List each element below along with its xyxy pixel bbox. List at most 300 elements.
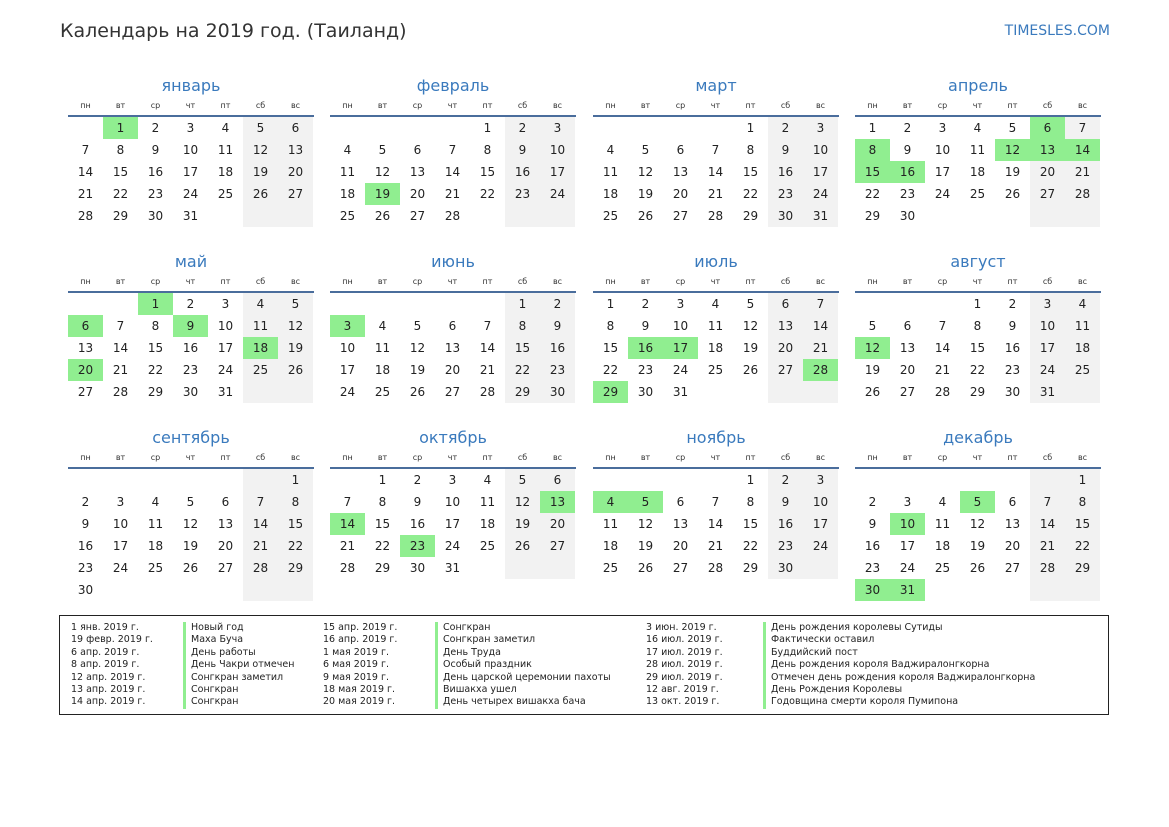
day-cell[interactable]: 13 <box>899 341 916 355</box>
day-cell[interactable]: 19 <box>243 161 278 183</box>
day-cell[interactable]: 10 <box>217 319 234 333</box>
day-cell[interactable]: 18 <box>934 539 951 553</box>
day-cell[interactable]: 21 <box>77 187 94 201</box>
day-cell[interactable]: 19 <box>637 539 654 553</box>
day-cell[interactable]: 8 <box>151 319 160 333</box>
day-cell[interactable]: 15 <box>969 341 986 355</box>
day-cell[interactable]: 14 <box>707 517 724 531</box>
day-cell[interactable]: 17 <box>803 513 838 535</box>
day-cell[interactable]: 11 <box>602 165 619 179</box>
day-cell[interactable]: 23 <box>768 535 803 557</box>
day-cell[interactable]: 3 <box>186 121 195 135</box>
day-cell[interactable]: 22 <box>147 363 164 377</box>
day-cell[interactable]: 30 <box>1004 385 1021 399</box>
day-cell[interactable]: 25 <box>479 539 496 553</box>
day-cell[interactable]: 24 <box>540 183 575 205</box>
day-cell[interactable]: 12 <box>969 517 986 531</box>
day-cell[interactable]: 2 <box>505 117 540 139</box>
day-cell[interactable]: 17 <box>803 161 838 183</box>
day-cell[interactable]: 21 <box>1065 161 1100 183</box>
day-cell[interactable]: 26 <box>1004 187 1021 201</box>
day-cell[interactable]: 18 <box>479 517 496 531</box>
day-cell[interactable]: 9 <box>1008 319 1017 333</box>
day-cell[interactable]: 28 <box>77 209 94 223</box>
day-cell[interactable]: 26 <box>278 359 313 381</box>
day-cell[interactable]: 22 <box>112 187 129 201</box>
day-cell[interactable]: 19 <box>505 513 540 535</box>
day-cell[interactable]: 23 <box>505 183 540 205</box>
day-cell[interactable]: 7 <box>81 143 90 157</box>
day-cell[interactable]: 22 <box>505 359 540 381</box>
day-cell[interactable]: 13 <box>768 315 803 337</box>
day-cell[interactable]: 10 <box>182 143 199 157</box>
day-cell[interactable]: 28 <box>1030 557 1065 579</box>
day-cell[interactable]: 25 <box>243 359 278 381</box>
day-cell[interactable]: 5 <box>413 319 422 333</box>
day-cell[interactable]: 25 <box>147 561 164 575</box>
day-cell[interactable]: 29 <box>742 209 759 223</box>
day-cell[interactable]: 4 <box>343 143 352 157</box>
day-cell[interactable]: 18 <box>1065 337 1100 359</box>
day-cell[interactable]: 29 <box>969 385 986 399</box>
day-cell[interactable]: 19 <box>278 337 313 359</box>
day-cell[interactable]: 1 <box>606 297 615 311</box>
day-cell[interactable]: 21 <box>479 363 496 377</box>
day-cell[interactable]: 6 <box>278 117 313 139</box>
day-cell[interactable]: 13 <box>672 517 689 531</box>
day-cell[interactable]: 2 <box>1008 297 1017 311</box>
day-cell[interactable]: 28 <box>444 209 461 223</box>
day-cell[interactable]: 16 <box>505 161 540 183</box>
day-cell[interactable]: 24 <box>934 187 951 201</box>
day-cell[interactable]: 3 <box>540 117 575 139</box>
day-cell[interactable]: 26 <box>505 535 540 557</box>
day-cell[interactable]: 7 <box>1065 117 1100 139</box>
day-cell[interactable]: 2 <box>868 495 877 509</box>
day-cell[interactable]: 10 <box>339 341 356 355</box>
day-cell[interactable]: 27 <box>217 561 234 575</box>
day-cell[interactable]: 12 <box>374 165 391 179</box>
day-cell[interactable]: 25 <box>374 385 391 399</box>
day-cell[interactable]: 6 <box>1030 117 1065 139</box>
day-cell[interactable]: 23 <box>1004 363 1021 377</box>
day-cell[interactable]: 9 <box>903 143 912 157</box>
day-cell[interactable]: 5 <box>628 491 663 513</box>
day-cell[interactable]: 14 <box>1065 139 1100 161</box>
day-cell[interactable]: 11 <box>602 517 619 531</box>
day-cell[interactable]: 12 <box>278 315 313 337</box>
day-cell[interactable]: 4 <box>483 473 492 487</box>
day-cell[interactable]: 20 <box>409 187 426 201</box>
day-cell[interactable]: 3 <box>938 121 947 135</box>
day-cell[interactable]: 1 <box>505 293 540 315</box>
day-cell[interactable]: 19 <box>742 341 759 355</box>
day-cell[interactable]: 23 <box>182 363 199 377</box>
day-cell[interactable]: 10 <box>672 319 689 333</box>
day-cell[interactable]: 25 <box>602 561 619 575</box>
day-cell[interactable]: 18 <box>374 363 391 377</box>
day-cell[interactable]: 10 <box>934 143 951 157</box>
day-cell[interactable]: 9 <box>868 517 877 531</box>
day-cell[interactable]: 19 <box>864 363 881 377</box>
day-cell[interactable]: 5 <box>641 143 650 157</box>
day-cell[interactable]: 24 <box>899 561 916 575</box>
day-cell[interactable]: 8 <box>606 319 615 333</box>
day-cell[interactable]: 17 <box>217 341 234 355</box>
day-cell[interactable]: 15 <box>742 517 759 531</box>
day-cell[interactable]: 11 <box>479 495 496 509</box>
day-cell[interactable]: 1 <box>278 469 313 491</box>
day-cell[interactable]: 28 <box>803 359 838 381</box>
day-cell[interactable]: 24 <box>803 535 838 557</box>
day-cell[interactable]: 29 <box>1065 557 1100 579</box>
day-cell[interactable]: 14 <box>77 165 94 179</box>
day-cell[interactable]: 22 <box>864 187 881 201</box>
day-cell[interactable]: 20 <box>540 513 575 535</box>
day-cell[interactable]: 15 <box>742 165 759 179</box>
day-cell[interactable]: 17 <box>540 161 575 183</box>
day-cell[interactable]: 23 <box>637 363 654 377</box>
day-cell[interactable]: 7 <box>711 495 720 509</box>
day-cell[interactable]: 18 <box>147 539 164 553</box>
day-cell[interactable]: 5 <box>243 117 278 139</box>
day-cell[interactable]: 25 <box>217 187 234 201</box>
day-cell[interactable]: 21 <box>803 337 838 359</box>
day-cell[interactable]: 27 <box>768 359 803 381</box>
day-cell[interactable]: 5 <box>1008 121 1017 135</box>
day-cell[interactable]: 18 <box>969 165 986 179</box>
day-cell[interactable]: 28 <box>1065 183 1100 205</box>
day-cell[interactable]: 8 <box>278 491 313 513</box>
day-cell[interactable]: 9 <box>81 517 90 531</box>
day-cell[interactable]: 8 <box>855 139 890 161</box>
day-cell[interactable]: 16 <box>1004 341 1021 355</box>
day-cell[interactable]: 27 <box>1030 183 1065 205</box>
day-cell[interactable]: 29 <box>147 385 164 399</box>
day-cell[interactable]: 24 <box>672 363 689 377</box>
day-cell[interactable]: 11 <box>969 143 986 157</box>
day-cell[interactable]: 25 <box>1065 359 1100 381</box>
day-cell[interactable]: 15 <box>374 517 391 531</box>
day-cell[interactable]: 23 <box>899 187 916 201</box>
day-cell[interactable]: 3 <box>448 473 457 487</box>
day-cell[interactable]: 15 <box>602 341 619 355</box>
day-cell[interactable]: 6 <box>676 143 685 157</box>
day-cell[interactable]: 22 <box>479 187 496 201</box>
day-cell[interactable]: 28 <box>934 385 951 399</box>
day-cell[interactable]: 31 <box>803 205 838 227</box>
day-cell[interactable]: 20 <box>444 363 461 377</box>
day-cell[interactable]: 31 <box>217 385 234 399</box>
day-cell[interactable]: 7 <box>243 491 278 513</box>
day-cell[interactable]: 20 <box>1004 539 1021 553</box>
day-cell[interactable]: 5 <box>378 143 387 157</box>
day-cell[interactable]: 23 <box>864 561 881 575</box>
day-cell[interactable]: 4 <box>1065 293 1100 315</box>
day-cell[interactable]: 29 <box>505 381 540 403</box>
day-cell[interactable]: 19 <box>637 187 654 201</box>
day-cell[interactable]: 26 <box>182 561 199 575</box>
day-cell[interactable]: 15 <box>1065 513 1100 535</box>
day-cell[interactable]: 2 <box>81 495 90 509</box>
day-cell[interactable]: 12 <box>505 491 540 513</box>
day-cell[interactable]: 8 <box>746 143 755 157</box>
day-cell[interactable]: 18 <box>602 187 619 201</box>
day-cell[interactable]: 1 <box>868 121 877 135</box>
day-cell[interactable]: 17 <box>444 517 461 531</box>
day-cell[interactable]: 5 <box>278 293 313 315</box>
day-cell[interactable]: 29 <box>112 209 129 223</box>
day-cell[interactable]: 27 <box>77 385 94 399</box>
day-cell[interactable]: 18 <box>707 341 724 355</box>
day-cell[interactable]: 12 <box>182 517 199 531</box>
day-cell[interactable]: 5 <box>505 469 540 491</box>
day-cell[interactable]: 29 <box>742 561 759 575</box>
day-cell[interactable]: 1 <box>378 473 387 487</box>
day-cell[interactable]: 3 <box>803 117 838 139</box>
day-cell[interactable]: 29 <box>593 381 628 403</box>
day-cell[interactable]: 22 <box>374 539 391 553</box>
day-cell[interactable]: 14 <box>112 341 129 355</box>
day-cell[interactable]: 4 <box>151 495 160 509</box>
day-cell[interactable]: 21 <box>339 539 356 553</box>
day-cell[interactable]: 24 <box>1030 359 1065 381</box>
day-cell[interactable]: 13 <box>278 139 313 161</box>
day-cell[interactable]: 2 <box>903 121 912 135</box>
day-cell[interactable]: 9 <box>540 315 575 337</box>
day-cell[interactable]: 14 <box>243 513 278 535</box>
day-cell[interactable]: 10 <box>1030 315 1065 337</box>
day-cell[interactable]: 11 <box>1065 315 1100 337</box>
day-cell[interactable]: 17 <box>112 539 129 553</box>
day-cell[interactable]: 20 <box>899 363 916 377</box>
day-cell[interactable]: 1 <box>746 121 755 135</box>
day-cell[interactable]: 15 <box>147 341 164 355</box>
day-cell[interactable]: 14 <box>330 513 365 535</box>
day-cell[interactable]: 26 <box>243 183 278 205</box>
day-cell[interactable]: 17 <box>899 539 916 553</box>
day-cell[interactable]: 27 <box>278 183 313 205</box>
day-cell[interactable]: 16 <box>864 539 881 553</box>
day-cell[interactable]: 31 <box>444 561 461 575</box>
day-cell[interactable]: 12 <box>243 139 278 161</box>
day-cell[interactable]: 1 <box>138 293 173 315</box>
day-cell[interactable]: 13 <box>1004 517 1021 531</box>
day-cell[interactable]: 24 <box>182 187 199 201</box>
day-cell[interactable]: 12 <box>855 337 890 359</box>
day-cell[interactable]: 27 <box>672 561 689 575</box>
day-cell[interactable]: 7 <box>711 143 720 157</box>
day-cell[interactable]: 15 <box>112 165 129 179</box>
day-cell[interactable]: 2 <box>540 293 575 315</box>
day-cell[interactable]: 18 <box>217 165 234 179</box>
day-cell[interactable]: 19 <box>969 539 986 553</box>
day-cell[interactable]: 31 <box>1030 381 1065 403</box>
day-cell[interactable]: 15 <box>505 337 540 359</box>
day-cell[interactable]: 11 <box>707 319 724 333</box>
day-cell[interactable]: 30 <box>768 557 803 579</box>
day-cell[interactable]: 3 <box>676 297 685 311</box>
day-cell[interactable]: 22 <box>969 363 986 377</box>
day-cell[interactable]: 8 <box>378 495 387 509</box>
day-cell[interactable]: 12 <box>995 139 1030 161</box>
day-cell[interactable]: 2 <box>186 297 195 311</box>
day-cell[interactable]: 30 <box>147 209 164 223</box>
day-cell[interactable]: 9 <box>641 319 650 333</box>
day-cell[interactable]: 25 <box>707 363 724 377</box>
day-cell[interactable]: 14 <box>1030 513 1065 535</box>
day-cell[interactable]: 26 <box>864 385 881 399</box>
day-cell[interactable]: 9 <box>505 139 540 161</box>
day-cell[interactable]: 20 <box>217 539 234 553</box>
day-cell[interactable]: 4 <box>606 143 615 157</box>
day-cell[interactable]: 25 <box>969 187 986 201</box>
day-cell[interactable]: 9 <box>768 491 803 513</box>
day-cell[interactable]: 6 <box>903 319 912 333</box>
day-cell[interactable]: 4 <box>711 297 720 311</box>
day-cell[interactable]: 13 <box>217 517 234 531</box>
day-cell[interactable]: 26 <box>969 561 986 575</box>
day-cell[interactable]: 3 <box>330 315 365 337</box>
day-cell[interactable]: 15 <box>479 165 496 179</box>
day-cell[interactable]: 18 <box>243 337 278 359</box>
day-cell[interactable]: 13 <box>409 165 426 179</box>
day-cell[interactable]: 3 <box>803 469 838 491</box>
day-cell[interactable]: 20 <box>278 161 313 183</box>
day-cell[interactable]: 1 <box>973 297 982 311</box>
day-cell[interactable]: 25 <box>934 561 951 575</box>
day-cell[interactable]: 30 <box>409 561 426 575</box>
day-cell[interactable]: 7 <box>483 319 492 333</box>
day-cell[interactable]: 23 <box>540 359 575 381</box>
day-cell[interactable]: 12 <box>409 341 426 355</box>
day-cell[interactable]: 28 <box>339 561 356 575</box>
day-cell[interactable]: 30 <box>899 209 916 223</box>
day-cell[interactable]: 12 <box>637 517 654 531</box>
day-cell[interactable]: 21 <box>707 187 724 201</box>
day-cell[interactable]: 19 <box>365 183 400 205</box>
day-cell[interactable]: 22 <box>602 363 619 377</box>
day-cell[interactable]: 16 <box>540 337 575 359</box>
day-cell[interactable]: 16 <box>182 341 199 355</box>
day-cell[interactable]: 7 <box>1030 491 1065 513</box>
day-cell[interactable]: 18 <box>602 539 619 553</box>
day-cell[interactable]: 27 <box>672 209 689 223</box>
day-cell[interactable]: 4 <box>378 319 387 333</box>
day-cell[interactable]: 2 <box>151 121 160 135</box>
day-cell[interactable]: 23 <box>77 561 94 575</box>
day-cell[interactable]: 27 <box>1004 561 1021 575</box>
day-cell[interactable]: 2 <box>768 469 803 491</box>
day-cell[interactable]: 19 <box>409 363 426 377</box>
day-cell[interactable]: 31 <box>182 209 199 223</box>
day-cell[interactable]: 25 <box>602 209 619 223</box>
day-cell[interactable]: 6 <box>676 495 685 509</box>
day-cell[interactable]: 26 <box>742 363 759 377</box>
day-cell[interactable]: 26 <box>374 209 391 223</box>
day-cell[interactable]: 28 <box>243 557 278 579</box>
day-cell[interactable]: 25 <box>339 209 356 223</box>
day-cell[interactable]: 1 <box>746 473 755 487</box>
day-cell[interactable]: 23 <box>768 183 803 205</box>
day-cell[interactable]: 31 <box>890 579 925 601</box>
day-cell[interactable]: 9 <box>173 315 208 337</box>
day-cell[interactable]: 17 <box>934 165 951 179</box>
day-cell[interactable]: 17 <box>663 337 698 359</box>
day-cell[interactable]: 17 <box>1030 337 1065 359</box>
day-cell[interactable]: 10 <box>890 513 925 535</box>
day-cell[interactable]: 30 <box>77 583 94 597</box>
day-cell[interactable]: 24 <box>803 183 838 205</box>
day-cell[interactable]: 11 <box>374 341 391 355</box>
day-cell[interactable]: 5 <box>186 495 195 509</box>
day-cell[interactable]: 27 <box>899 385 916 399</box>
day-cell[interactable]: 26 <box>409 385 426 399</box>
day-cell[interactable]: 9 <box>768 139 803 161</box>
day-cell[interactable]: 29 <box>374 561 391 575</box>
day-cell[interactable]: 29 <box>278 557 313 579</box>
day-cell[interactable]: 20 <box>68 359 103 381</box>
day-cell[interactable]: 30 <box>540 381 575 403</box>
day-cell[interactable]: 30 <box>768 205 803 227</box>
day-cell[interactable]: 22 <box>742 539 759 553</box>
day-cell[interactable]: 11 <box>934 517 951 531</box>
day-cell[interactable]: 16 <box>890 161 925 183</box>
day-cell[interactable]: 13 <box>540 491 575 513</box>
day-cell[interactable]: 15 <box>855 161 890 183</box>
day-cell[interactable]: 28 <box>707 209 724 223</box>
day-cell[interactable]: 13 <box>444 341 461 355</box>
day-cell[interactable]: 12 <box>637 165 654 179</box>
day-cell[interactable]: 16 <box>147 165 164 179</box>
day-cell[interactable]: 16 <box>768 161 803 183</box>
day-cell[interactable]: 14 <box>444 165 461 179</box>
day-cell[interactable]: 8 <box>116 143 125 157</box>
day-cell[interactable]: 9 <box>151 143 160 157</box>
day-cell[interactable]: 11 <box>217 143 234 157</box>
day-cell[interactable]: 27 <box>540 535 575 557</box>
day-cell[interactable]: 7 <box>803 293 838 315</box>
day-cell[interactable]: 22 <box>1065 535 1100 557</box>
day-cell[interactable]: 28 <box>707 561 724 575</box>
day-cell[interactable]: 19 <box>1004 165 1021 179</box>
day-cell[interactable]: 3 <box>903 495 912 509</box>
day-cell[interactable]: 23 <box>400 535 435 557</box>
day-cell[interactable]: 20 <box>672 539 689 553</box>
day-cell[interactable]: 11 <box>243 315 278 337</box>
day-cell[interactable]: 13 <box>77 341 94 355</box>
day-cell[interactable]: 18 <box>339 187 356 201</box>
day-cell[interactable]: 1 <box>483 121 492 135</box>
day-cell[interactable]: 10 <box>112 517 129 531</box>
day-cell[interactable]: 21 <box>1030 535 1065 557</box>
day-cell[interactable]: 3 <box>116 495 125 509</box>
day-cell[interactable]: 20 <box>768 337 803 359</box>
day-cell[interactable]: 7 <box>116 319 125 333</box>
day-cell[interactable]: 6 <box>1008 495 1017 509</box>
day-cell[interactable]: 22 <box>742 187 759 201</box>
day-cell[interactable]: 14 <box>479 341 496 355</box>
day-cell[interactable]: 4 <box>243 293 278 315</box>
day-cell[interactable]: 31 <box>672 385 689 399</box>
day-cell[interactable]: 14 <box>934 341 951 355</box>
day-cell[interactable]: 28 <box>479 385 496 399</box>
day-cell[interactable]: 6 <box>768 293 803 315</box>
day-cell[interactable]: 6 <box>540 469 575 491</box>
day-cell[interactable]: 8 <box>505 315 540 337</box>
day-cell[interactable]: 16 <box>628 337 663 359</box>
site-link[interactable]: TIMESLES.COM <box>1004 23 1110 39</box>
